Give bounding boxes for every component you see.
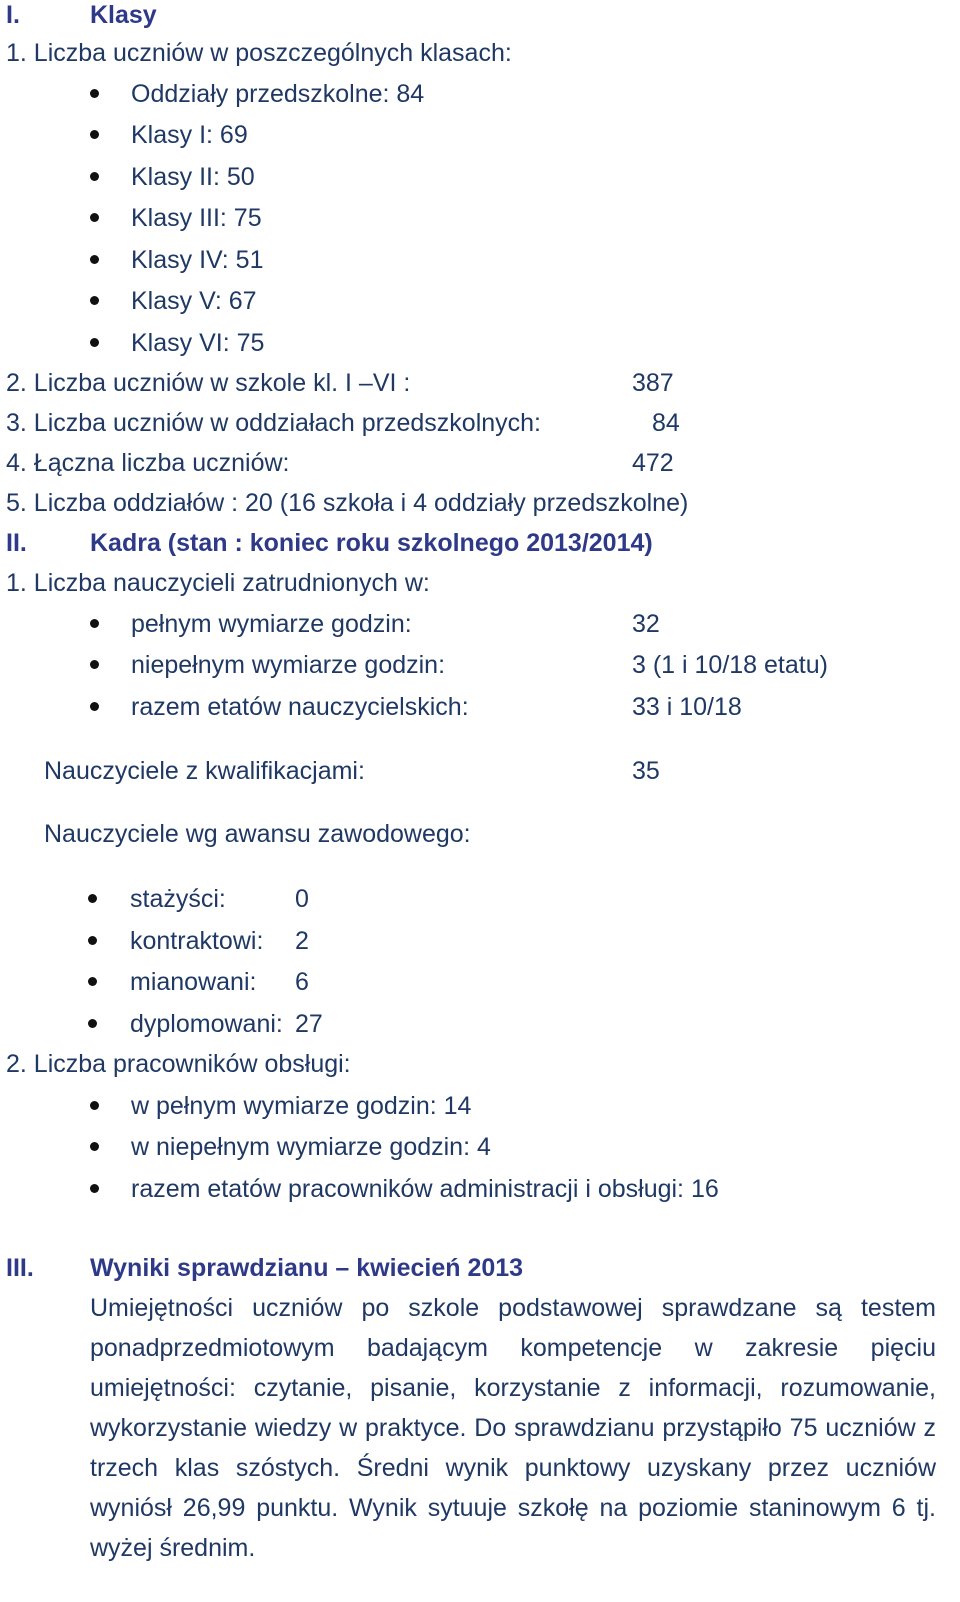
class-count-4: Klasy IV: 51 [131, 246, 264, 274]
section-1-item-3-value: 84 [652, 409, 680, 437]
section-3-roman: III. [6, 1254, 34, 1282]
section-2-title: Kadra (stan : koniec roku szkolnego 2013/2014) [90, 529, 653, 557]
section-1-item-3-label: 3. Liczba uczniów w oddziałach przedszkolnych: [6, 409, 541, 437]
qualified-label: Nauczyciele z kwalifikacjami: [44, 757, 365, 785]
class-count-preschool: Oddziały przedszkolne: 84 [131, 80, 425, 108]
class-count-1: Klasy I: 69 [131, 121, 248, 149]
section-1-item-4-value: 472 [632, 449, 674, 477]
promotion-appointed-value: 6 [295, 968, 309, 996]
promotion-certified-label: dyplomowani: [130, 1010, 283, 1038]
section-1-item-5: 5. Liczba oddziałów : 20 (16 szkoła i 4 oddziały przedszkolne) [6, 489, 689, 517]
bullet-icon [90, 130, 99, 139]
staff-total: razem etatów pracowników administracji i obsługi: 16 [131, 1175, 719, 1203]
section-1-item-2-label: 2. Liczba uczniów w szkole kl. I –VI : [6, 369, 411, 397]
employment-total-label: razem etatów nauczycielskich: [131, 693, 469, 721]
section-1-item-2-value: 387 [632, 369, 674, 397]
promotion-label: Nauczyciele wg awansu zawodowego: [44, 820, 471, 848]
qualified-value: 35 [632, 757, 660, 785]
staff-part-time: w niepełnym wymiarze godzin: 4 [131, 1133, 491, 1161]
promotion-contract-value: 2 [295, 927, 309, 955]
bullet-icon [90, 619, 99, 628]
section-1-title: Klasy [90, 1, 157, 29]
bullet-icon [88, 1019, 97, 1028]
promotion-contract-label: kontraktowi: [130, 927, 264, 955]
section-2-item-1: 1. Liczba nauczycieli zatrudnionych w: [6, 569, 430, 597]
section-2-roman: II. [6, 529, 27, 557]
bullet-icon [90, 660, 99, 669]
bullet-icon [88, 936, 97, 945]
class-count-2: Klasy II: 50 [131, 163, 255, 191]
promotion-appointed-label: mianowani: [130, 968, 257, 996]
section-1-item-4-label: 4. Łączna liczba uczniów: [6, 449, 290, 477]
bullet-icon [90, 1184, 99, 1193]
staff-full-time: w pełnym wymiarze godzin: 14 [131, 1092, 472, 1120]
bullet-icon [88, 977, 97, 986]
bullet-icon [90, 296, 99, 305]
promotion-trainee-label: stażyści: [130, 885, 226, 913]
class-count-5: Klasy V: 67 [131, 287, 257, 315]
employment-full-label: pełnym wymiarze godzin: [131, 610, 412, 638]
bullet-icon [90, 1101, 99, 1110]
section-1-roman: I. [6, 1, 20, 29]
bullet-icon [88, 894, 97, 903]
promotion-certified-value: 27 [295, 1010, 323, 1038]
employment-total-value: 33 i 10/18 [632, 693, 742, 721]
employment-part-label: niepełnym wymiarze godzin: [131, 651, 446, 679]
bullet-icon [90, 213, 99, 222]
class-count-6: Klasy VI: 75 [131, 329, 265, 357]
bullet-icon [90, 338, 99, 347]
class-count-3: Klasy III: 75 [131, 204, 262, 232]
section-2-item-2: 2. Liczba pracowników obsługi: [6, 1050, 351, 1078]
bullet-icon [90, 1142, 99, 1151]
bullet-icon [90, 702, 99, 711]
section-3-title: Wyniki sprawdzianu – kwiecień 2013 [90, 1254, 524, 1282]
bullet-icon [90, 255, 99, 264]
bullet-icon [90, 172, 99, 181]
bullet-icon [90, 89, 99, 98]
employment-full-value: 32 [632, 610, 660, 638]
section-1-item-1: 1. Liczba uczniów w poszczególnych klasach: [6, 39, 512, 67]
section-3-paragraph: Umiejętności uczniów po szkole podstawowej sprawdzane są testem ponadprzedmiotowym badającym kompetencje w zakresie pięciu umiejętności: czytanie, pisanie, korzystanie z informacji, rozumowanie, wykorzystanie wiedzy w praktyce. Do sprawdzianu przystąpiło 75 uczniów z trzech klas szóstych. Średni wynik punktowy uzyskany przez uczniów wyniósł 26,99 punktu. Wynik sytuuje szkołę na poziomie staninowym 6 tj. wyżej średnim. [90, 1294, 936, 1562]
promotion-trainee-value: 0 [295, 885, 309, 913]
employment-part-value: 3 (1 i 10/18 etatu) [632, 651, 828, 679]
